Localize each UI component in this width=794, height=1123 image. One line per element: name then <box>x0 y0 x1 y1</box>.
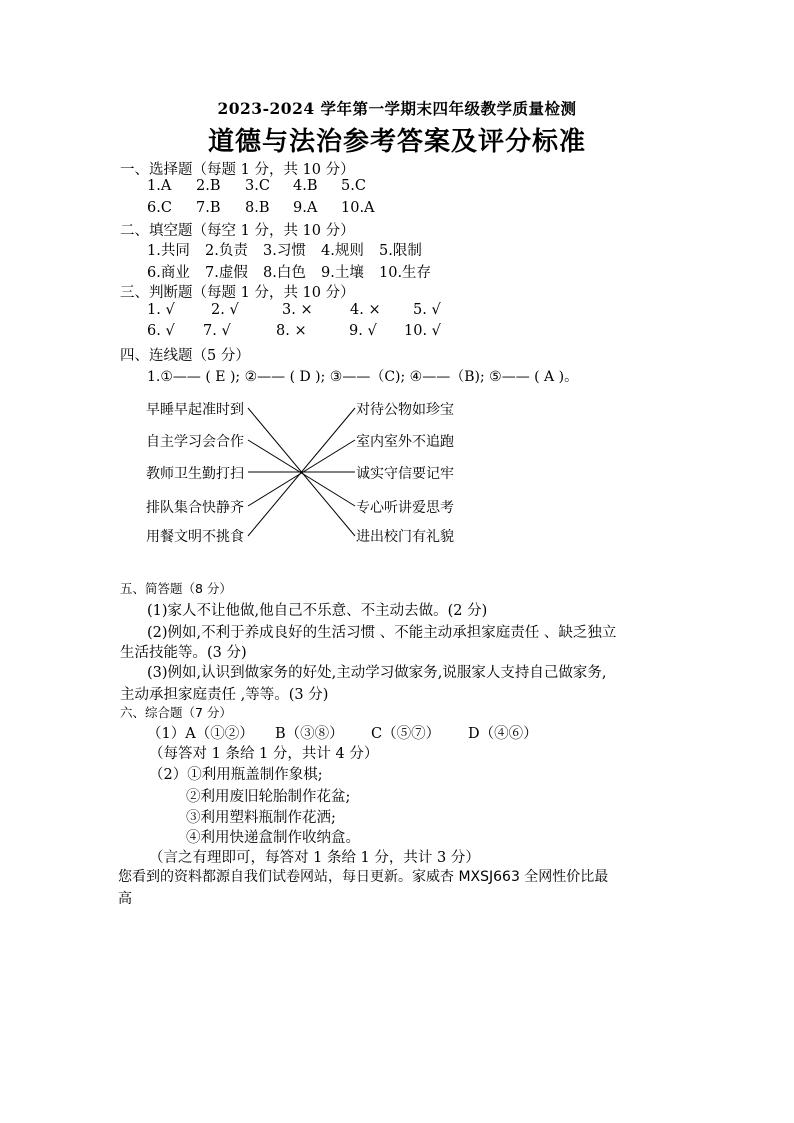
match-left-item: 早睡早起准时到 <box>146 402 244 418</box>
short-answer-2b: 生活技能等。(3 分) <box>120 645 247 661</box>
comprehensive-q2-note: （言之有理即可，每答对 1 条给 1 分，共计 3 分） <box>149 850 480 866</box>
match-left-item: 排队集合快静齐 <box>146 500 244 516</box>
answer-item: 5. √ <box>413 302 441 318</box>
comprehensive-q2-item: ③利用塑料瓶制作花洒; <box>186 810 336 826</box>
comprehensive-q2-item: ④利用快递盒制作收纳盒。 <box>186 830 360 846</box>
exam-subtitle: 2023-2024 学年第一学期末四年级教学质量检测 <box>217 99 577 118</box>
match-right-item: 专心听讲爱思考 <box>356 500 454 516</box>
answer-item: 8.白色 <box>263 265 306 281</box>
answer-item: 9.土壤 <box>321 265 364 281</box>
answer-item: 10.A <box>341 200 375 216</box>
answer-item: 7.B <box>196 200 221 216</box>
match-left-item: 自主学习会合作 <box>146 434 244 450</box>
section-short-answer-heading: 五、简答题（8 分） <box>120 581 232 596</box>
short-answer-3a: (3)例如,认识到做家务的好处,主动学习做家务,说服家人支持自己做家务, <box>147 665 607 681</box>
section-judge-heading: 三、判断题（每题 1 分，共 10 分） <box>120 285 355 301</box>
section-choice-heading: 一、选择题（每题 1 分，共 10 分） <box>120 162 355 178</box>
section-match-heading: 四、连线题（5 分） <box>120 348 250 364</box>
section-comprehensive-heading: 六、综合题（7 分） <box>120 705 232 720</box>
match-answer-line: 1.①—— ( E ); ②—— ( D ); ③——（C); ④——（B); ⑤—— ( A )。 <box>147 369 579 385</box>
answer-item: 8. × <box>276 323 307 339</box>
answer-item: 3.C <box>245 178 270 194</box>
match-right-item: 诚实守信要记牢 <box>356 466 454 482</box>
answer-item: 8.B <box>245 200 270 216</box>
answer-item: 10. √ <box>404 323 441 339</box>
comprehensive-q1-note: （每答对 1 条给 1 分，共计 4 分） <box>149 746 379 762</box>
answer-item: 3. × <box>282 302 313 318</box>
answer-item: 9.A <box>293 200 318 216</box>
q1-part: D（④⑥） <box>468 726 538 742</box>
q1-part: C（⑤⑦） <box>371 726 441 742</box>
answer-item: 5.限制 <box>379 243 422 259</box>
match-right-item: 进出校门有礼貌 <box>356 529 454 545</box>
answer-item: 9. √ <box>349 323 377 339</box>
answer-item: 7. √ <box>203 323 231 339</box>
q1-part: B（③⑧） <box>275 726 344 742</box>
page-title: 道德与法治参考答案及评分标准 <box>207 127 586 157</box>
answer-item: 1.共同 <box>147 243 190 259</box>
answer-item: 2.负责 <box>205 243 248 259</box>
footer-line-1: 您看到的资料都源自我们试卷网站，每日更新。家威杏 MXSJ663 全网性价比最 <box>118 869 609 885</box>
answer-item: 2.B <box>196 178 221 194</box>
answer-item: 3.习惯 <box>263 243 306 259</box>
answer-item: 2. √ <box>211 302 239 318</box>
answer-item: 4. × <box>350 302 381 318</box>
section-fill-heading: 二、填空题（每空 1 分，共 10 分） <box>120 223 355 239</box>
match-left-item: 用餐文明不挑食 <box>146 529 244 545</box>
answer-item: 7.虚假 <box>205 265 248 281</box>
comprehensive-q2-label: （2）①利用瓶盖制作象棋; <box>149 767 323 783</box>
answer-item: 5.C <box>341 178 366 194</box>
short-answer-3b: 主动承担家庭责任 ,等等。(3 分) <box>120 687 329 703</box>
match-left-item: 教师卫生勤打扫 <box>146 466 244 482</box>
answer-item: 10.生存 <box>379 265 432 281</box>
comprehensive-q2-item: ②利用废旧轮胎制作花盆; <box>186 789 351 805</box>
answer-item: 4.规则 <box>321 243 364 259</box>
q1-part: （1）A（①②） <box>147 726 254 742</box>
match-right-item: 室内室外不追跑 <box>356 434 454 450</box>
answer-item: 6.商业 <box>147 265 190 281</box>
answer-item: 6. √ <box>147 323 175 339</box>
answer-item: 4.B <box>293 178 318 194</box>
answer-item: 6.C <box>147 200 172 216</box>
short-answer-2a: (2)例如,不利于养成良好的生活习惯 、不能主动承担家庭责任 、缺乏独立 <box>147 625 617 641</box>
short-answer-1: (1)家人不让他做,他自己不乐意、不主动去做。(2 分) <box>147 603 488 619</box>
match-right-item: 对待公物如珍宝 <box>356 402 454 418</box>
answer-item: 1. √ <box>147 302 175 318</box>
footer-line-2: 高 <box>118 891 132 907</box>
answer-item: 1.A <box>147 178 172 194</box>
